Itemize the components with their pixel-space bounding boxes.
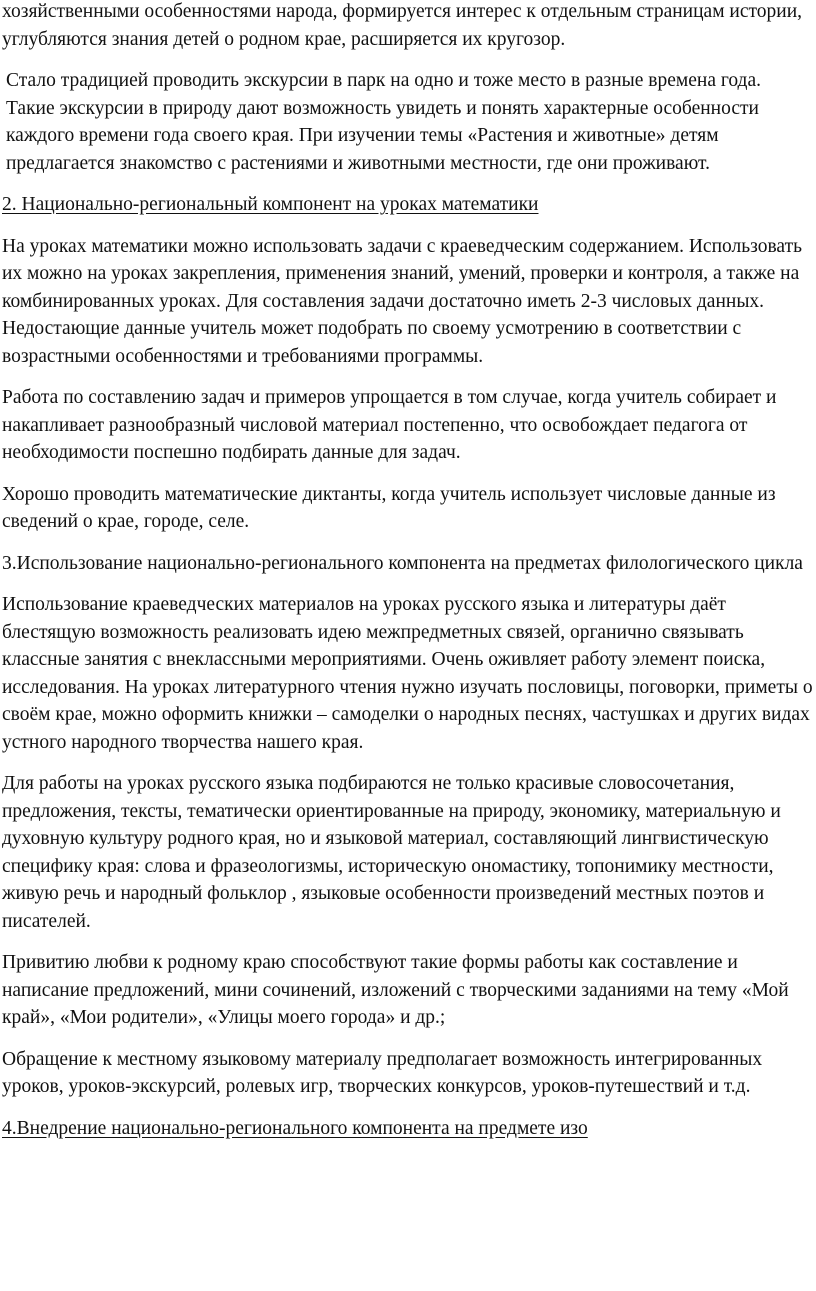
- paragraph-love-for-homeland: Привитию любви к родному краю способствуют такие формы работы как составление и написание предложений, мини сочинений, изложений с творческими заданиями на тему «Мой край», «Мои родители», «Улицы моего города» и др.;: [2, 952, 789, 1028]
- paragraph-local-language-material: Обращение к местному языковому материалу предполагает возможность интегрированных уроков, уроков-экскурсий, ролевых игр, творческих конкурсов, уроков-путешествий и т.д.: [2, 1048, 763, 1097]
- paragraph-excursions: Стало традицией проводить экскурсии в парк на одно и тоже место в разные времена года. Такие экскурсии в природу дают возможность увидеть и понять характерные особенности каждого времени года своего края. При изучении темы «Растения и животные» детям предлагается знакомство с растениями и животными местности, где они проживают.: [6, 70, 762, 174]
- document-page: [2, 0, 814, 1156]
- paragraph-math-tasks: На уроках математики можно использовать задачи с краеведческим содержанием. Использовать их можно на уроках закрепления, применения знаний, умений, проверки и контроля, а также на комбинированных уроках. Для составления задачи достаточно иметь 2-3 числовых данных. Недостающие данные учитель может подобрать по своему усмотрению в соответствии с возрастными особенностями и требованиями программы.: [2, 235, 802, 367]
- paragraph-russian-language: Для работы на уроках русского языка подбираются не только красивые словосочетания, предложения, тексты, тематически ориентированные на природу, экономику, материальную и духовную культуру родного края, но и языковой материал, составляющий лингвистическую специфику края: слова и фразеологизмы, историческую ономастику, топонимику местности, живую речь и народный фольклор , языковые особенности произведений местных поэтов и писателей.: [2, 773, 781, 932]
- paragraph-math-dictations: Хорошо проводить математические диктанты, когда учитель использует числовые данные из сведений о крае, городе, селе.: [2, 483, 776, 532]
- section-heading-math: 2. Национально-региональный компонент на уроках математики: [2, 194, 539, 215]
- section-heading-philology: 3.Использование национально-регионального компонента на предметах филологического цикла: [2, 552, 803, 574]
- section-heading-art: 4.Внедрение национально-регионального компонента на предмете изо: [2, 1117, 588, 1139]
- paragraph-intro-continuation: хозяйственными особенностями народа, формируется интерес к отдельным страницам истории, углубляются знания детей о родном крае, расширяется их кругозор.: [2, 1, 803, 50]
- paragraph-literature: Использование краеведческих материалов на уроках русского языка и литературы даёт блестящую возможность реализовать идею межпредметных связей, органично связывать классные занятия с внеклассными мероприятиями. Очень оживляет работу элемент поиска, исследования. На уроках литературного чтения нужно изучать пословицы, поговорки, приметы о своём крае, можно оформить книжки – самоделки о народных песнях, частушках и других видах устного народного творчества нашего края.: [2, 594, 813, 753]
- paragraph-math-material: Работа по составлению задач и примеров упрощается в том случае, когда учитель собирает и накапливает разнообразный числовой материал постепенно, что освобождает педагога от необходимости поспешно подбирать данные для задач.: [2, 387, 777, 463]
